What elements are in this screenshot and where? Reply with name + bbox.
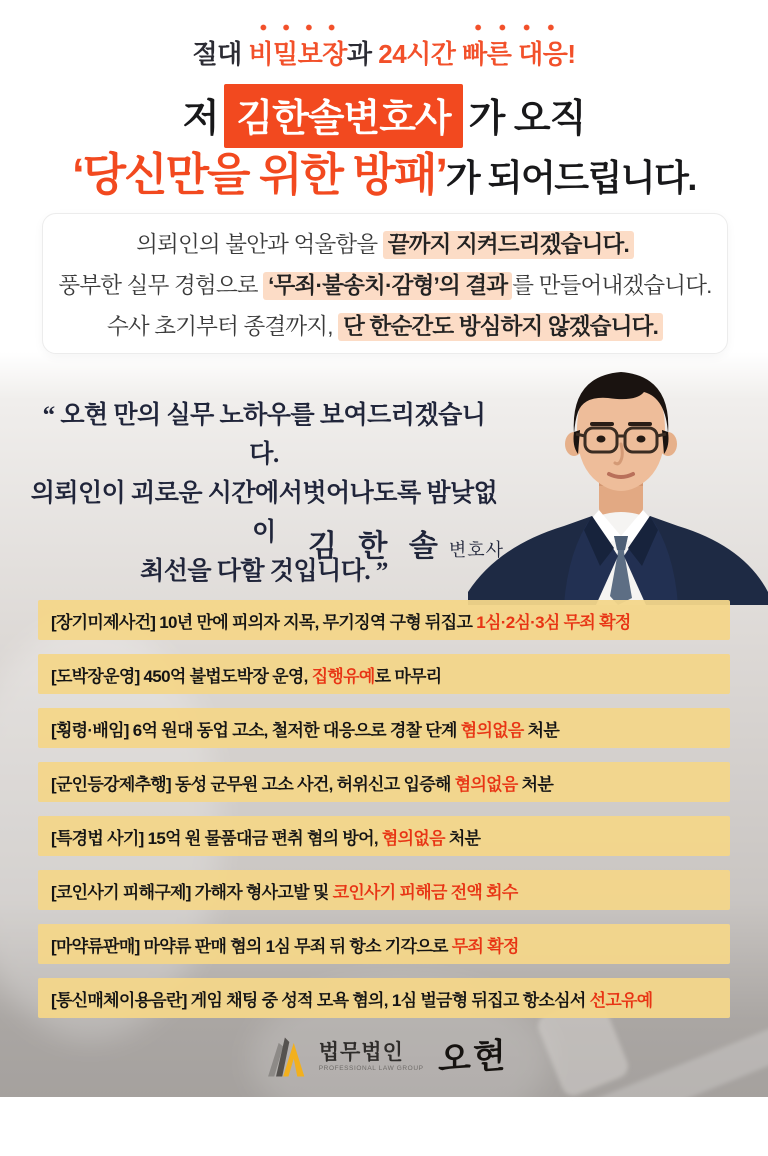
result-1-outcome: 1심·2심·3심 무죄 확정 (476, 612, 631, 632)
quote-line-1: “ 오현 만의 실무 노하우를 보여드리겠습니다. (42, 402, 486, 468)
case-result-row-1 (38, 600, 730, 640)
firm-subtitle: PROFESSIONAL LAW GROUP (318, 1064, 424, 1072)
promise-2-post: 를 만들어내겠습니다. (512, 272, 712, 298)
firm-name: 법무법인 (318, 1040, 404, 1064)
promise-line (43, 227, 727, 259)
title2-shield-phrase: ‘당신만을 위한 방패’ (72, 149, 446, 200)
lawyer-signature (256, 521, 556, 565)
tagline-exclaim: ! (567, 39, 576, 69)
lawyer-portrait-illustration (468, 360, 768, 605)
result-8-text: [통신매체이용음란] 게임 채팅 중 성적 모욕 혐의, 1심 벌금형 뒤집고 항소심서 (51, 990, 590, 1010)
result-5-outcome: 혐의없음 (381, 828, 445, 848)
promise-card (42, 213, 728, 354)
lawyer-name-highlight: 김한솔변호사 (224, 84, 462, 148)
promise-2-pre: 풍부한 실무 경험으로 (58, 272, 264, 298)
tagline-em-fast: 빠른 대응 (462, 34, 567, 71)
case-result-row-3 (38, 708, 730, 748)
tagline-prefix: 절대 (192, 39, 249, 69)
firm-logo-icon (261, 1034, 307, 1080)
result-2-outcome: 집행유예 (311, 666, 375, 686)
case-result-row-7 (38, 924, 730, 964)
title2-post: 가 되어드립니다. (445, 157, 696, 198)
result-8-outcome: 선고유예 (589, 990, 653, 1010)
result-2-post: 로 마무리 (374, 666, 442, 686)
promise-line (43, 268, 727, 300)
lawyer-name: 김 한 솔 (307, 530, 445, 563)
result-3-outcome: 혐의없음 (460, 720, 524, 740)
result-6-outcome: 코인사기 피해금 전액 회수 (332, 882, 518, 902)
result-2-text: [도박장운영] 450억 불법도박장 운영, (51, 666, 312, 686)
promise-3-pre: 수사 초기부터 종결까지, (106, 313, 339, 339)
firm-brand-calligraphy: 오현 (437, 1035, 508, 1080)
result-4-text: [군인등강제추행] 동성 군무원 고소 사건, 허위신고 입증해 (51, 774, 455, 794)
promise-1-pre: 의뢰인의 불안과 억울함을 (136, 231, 383, 257)
result-4-outcome: 혐의없음 (454, 774, 518, 794)
tagline-24h: 24시간 (378, 39, 463, 69)
case-result-row-4 (38, 762, 730, 802)
quote-line-3: 최선을 다할 것입니다. ” (140, 558, 388, 585)
firm-logo (0, 1034, 768, 1080)
result-3-text: [횡령·배임] 6억 원대 동업 고소, 철저한 대응으로 경찰 단계 (51, 720, 461, 740)
firm-name-block (319, 1042, 424, 1073)
main-title-line2 (0, 138, 768, 203)
case-results-list (38, 600, 730, 1032)
tagline (0, 34, 768, 71)
result-6-text: [코인사기 피해구제] 가해자 형사고발 및 (51, 882, 333, 902)
promise-2-em: ‘무죄·불송치·감형’의 결과 (263, 272, 512, 300)
promise-3-em: 단 한순간도 방심하지 않겠습니다. (338, 313, 663, 341)
result-5-post: 처분 (444, 828, 481, 848)
result-7-outcome: 무죄 확정 (451, 936, 519, 956)
promise-line (43, 309, 727, 341)
case-result-row-5 (38, 816, 730, 856)
lawyer-title: 변호사 (448, 540, 505, 560)
result-5-text: [특경법 사기] 15억 원 물품대금 편취 혐의 방어, (51, 828, 382, 848)
result-4-post: 처분 (517, 774, 554, 794)
lawyer-photo (468, 360, 768, 605)
case-result-row-6 (38, 870, 730, 910)
tagline-em-secrecy: 비밀보장 (248, 34, 346, 71)
quote-line-2: 의뢰인이 괴로운 시간에서벗어나도록 밤낮없이 (30, 480, 498, 546)
result-1-text: [장기미제사건] 10년 만에 피의자 지목, 무기징역 구형 뒤집고 (51, 612, 477, 632)
case-result-row-8 (38, 978, 730, 1018)
title1-pre: 저 (182, 98, 219, 140)
title1-post: 가 오직 (468, 98, 586, 140)
result-3-post: 처분 (523, 720, 560, 740)
case-result-row-2 (38, 654, 730, 694)
tagline-mid: 과 (346, 39, 379, 69)
result-7-text: [마약류판매] 마약류 판매 혐의 1심 무죄 뒤 항소 기각으로 (51, 936, 452, 956)
promise-1-em: 끝까지 지켜드리겠습니다. (383, 231, 634, 259)
